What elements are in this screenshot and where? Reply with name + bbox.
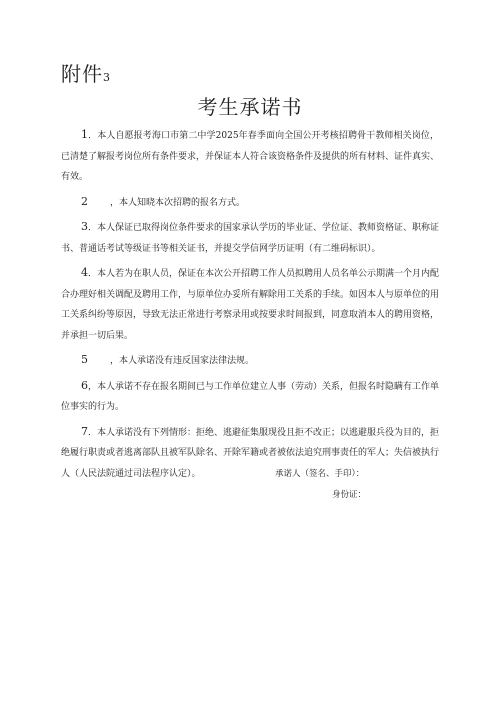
document-title: 考生承诺书 — [197, 95, 303, 119]
item-text: ．本人承诺没有下列情形：拒绝、逃避征集服现役且拒不改正；以逃避服兵役为目的，拒绝履行职责或者逃离部队且被军队除名、开除军籍或者被依法追究刑事责任的军人；失信被执行人（人民法院通过司法程序认定）。 — [61, 427, 440, 479]
commitment-item-4 — [61, 263, 439, 346]
commitment-body — [61, 125, 439, 488]
item-number: 7 — [81, 424, 88, 438]
commitment-item-1 — [61, 125, 439, 188]
signer-label: 承诺人（签名、手印）： — [275, 469, 365, 479]
attachment-label — [61, 62, 110, 90]
item-number: 3 — [81, 220, 88, 233]
item-text: ，本人承诺没有违反国家法律法规。 — [110, 356, 255, 366]
commitment-item-6 — [61, 376, 439, 418]
attachment-number: 3 — [103, 71, 110, 84]
item-number: 5 — [81, 353, 88, 366]
item-text: ．本人自愿报考海口市第二中学2025年春季面向全国公开考核招聘骨干教师相关岗位，已清楚了解报考岗位所有条件要求，并保证本人符合该资格条件及提供的所有材料、证件真实、有效。 — [61, 131, 440, 182]
item-text: ．本人保证已取得岗位条件要求的国家承认学历的毕业证、学位证、教师资格证、职称证书、普通话考试等级证书等相关证书，并提交学信网学历证明（有二维码标识）。 — [61, 223, 440, 254]
item-number: 2 — [81, 194, 88, 208]
id-card-label: 身份证： — [332, 490, 367, 500]
commitment-item-2 — [61, 192, 439, 214]
commitment-item-7 — [61, 422, 439, 485]
item-number: 1 — [81, 128, 88, 141]
item-number: 4 — [81, 266, 88, 279]
commitment-item-5 — [61, 350, 439, 372]
item-number: 6 — [81, 378, 88, 392]
attachment-label-text: 附件 — [61, 62, 103, 86]
commitment-item-3 — [61, 217, 439, 259]
item-text: ．本人若为在职人员，保证在本次公开招聘工作人员拟聘用人员名单公示期满一个月内配合办理好相关调配及聘用工作，与原单位办妥所有解除用工关系的手续。如因本人与原单位的用工关系纠纷等原因，导致无法正常进行考察录用或按要求时间报到，同意取消本人的聘用资格，并承担一切后果。 — [61, 269, 440, 341]
item-text: ，本人知晓本次招聘的报名方式。 — [110, 197, 246, 208]
item-text: ，本人承诺不存在报名期间已与工作单位建立人事（劳动）关系，但报名时隐瞒有工作单位事实的行为。 — [61, 381, 440, 412]
